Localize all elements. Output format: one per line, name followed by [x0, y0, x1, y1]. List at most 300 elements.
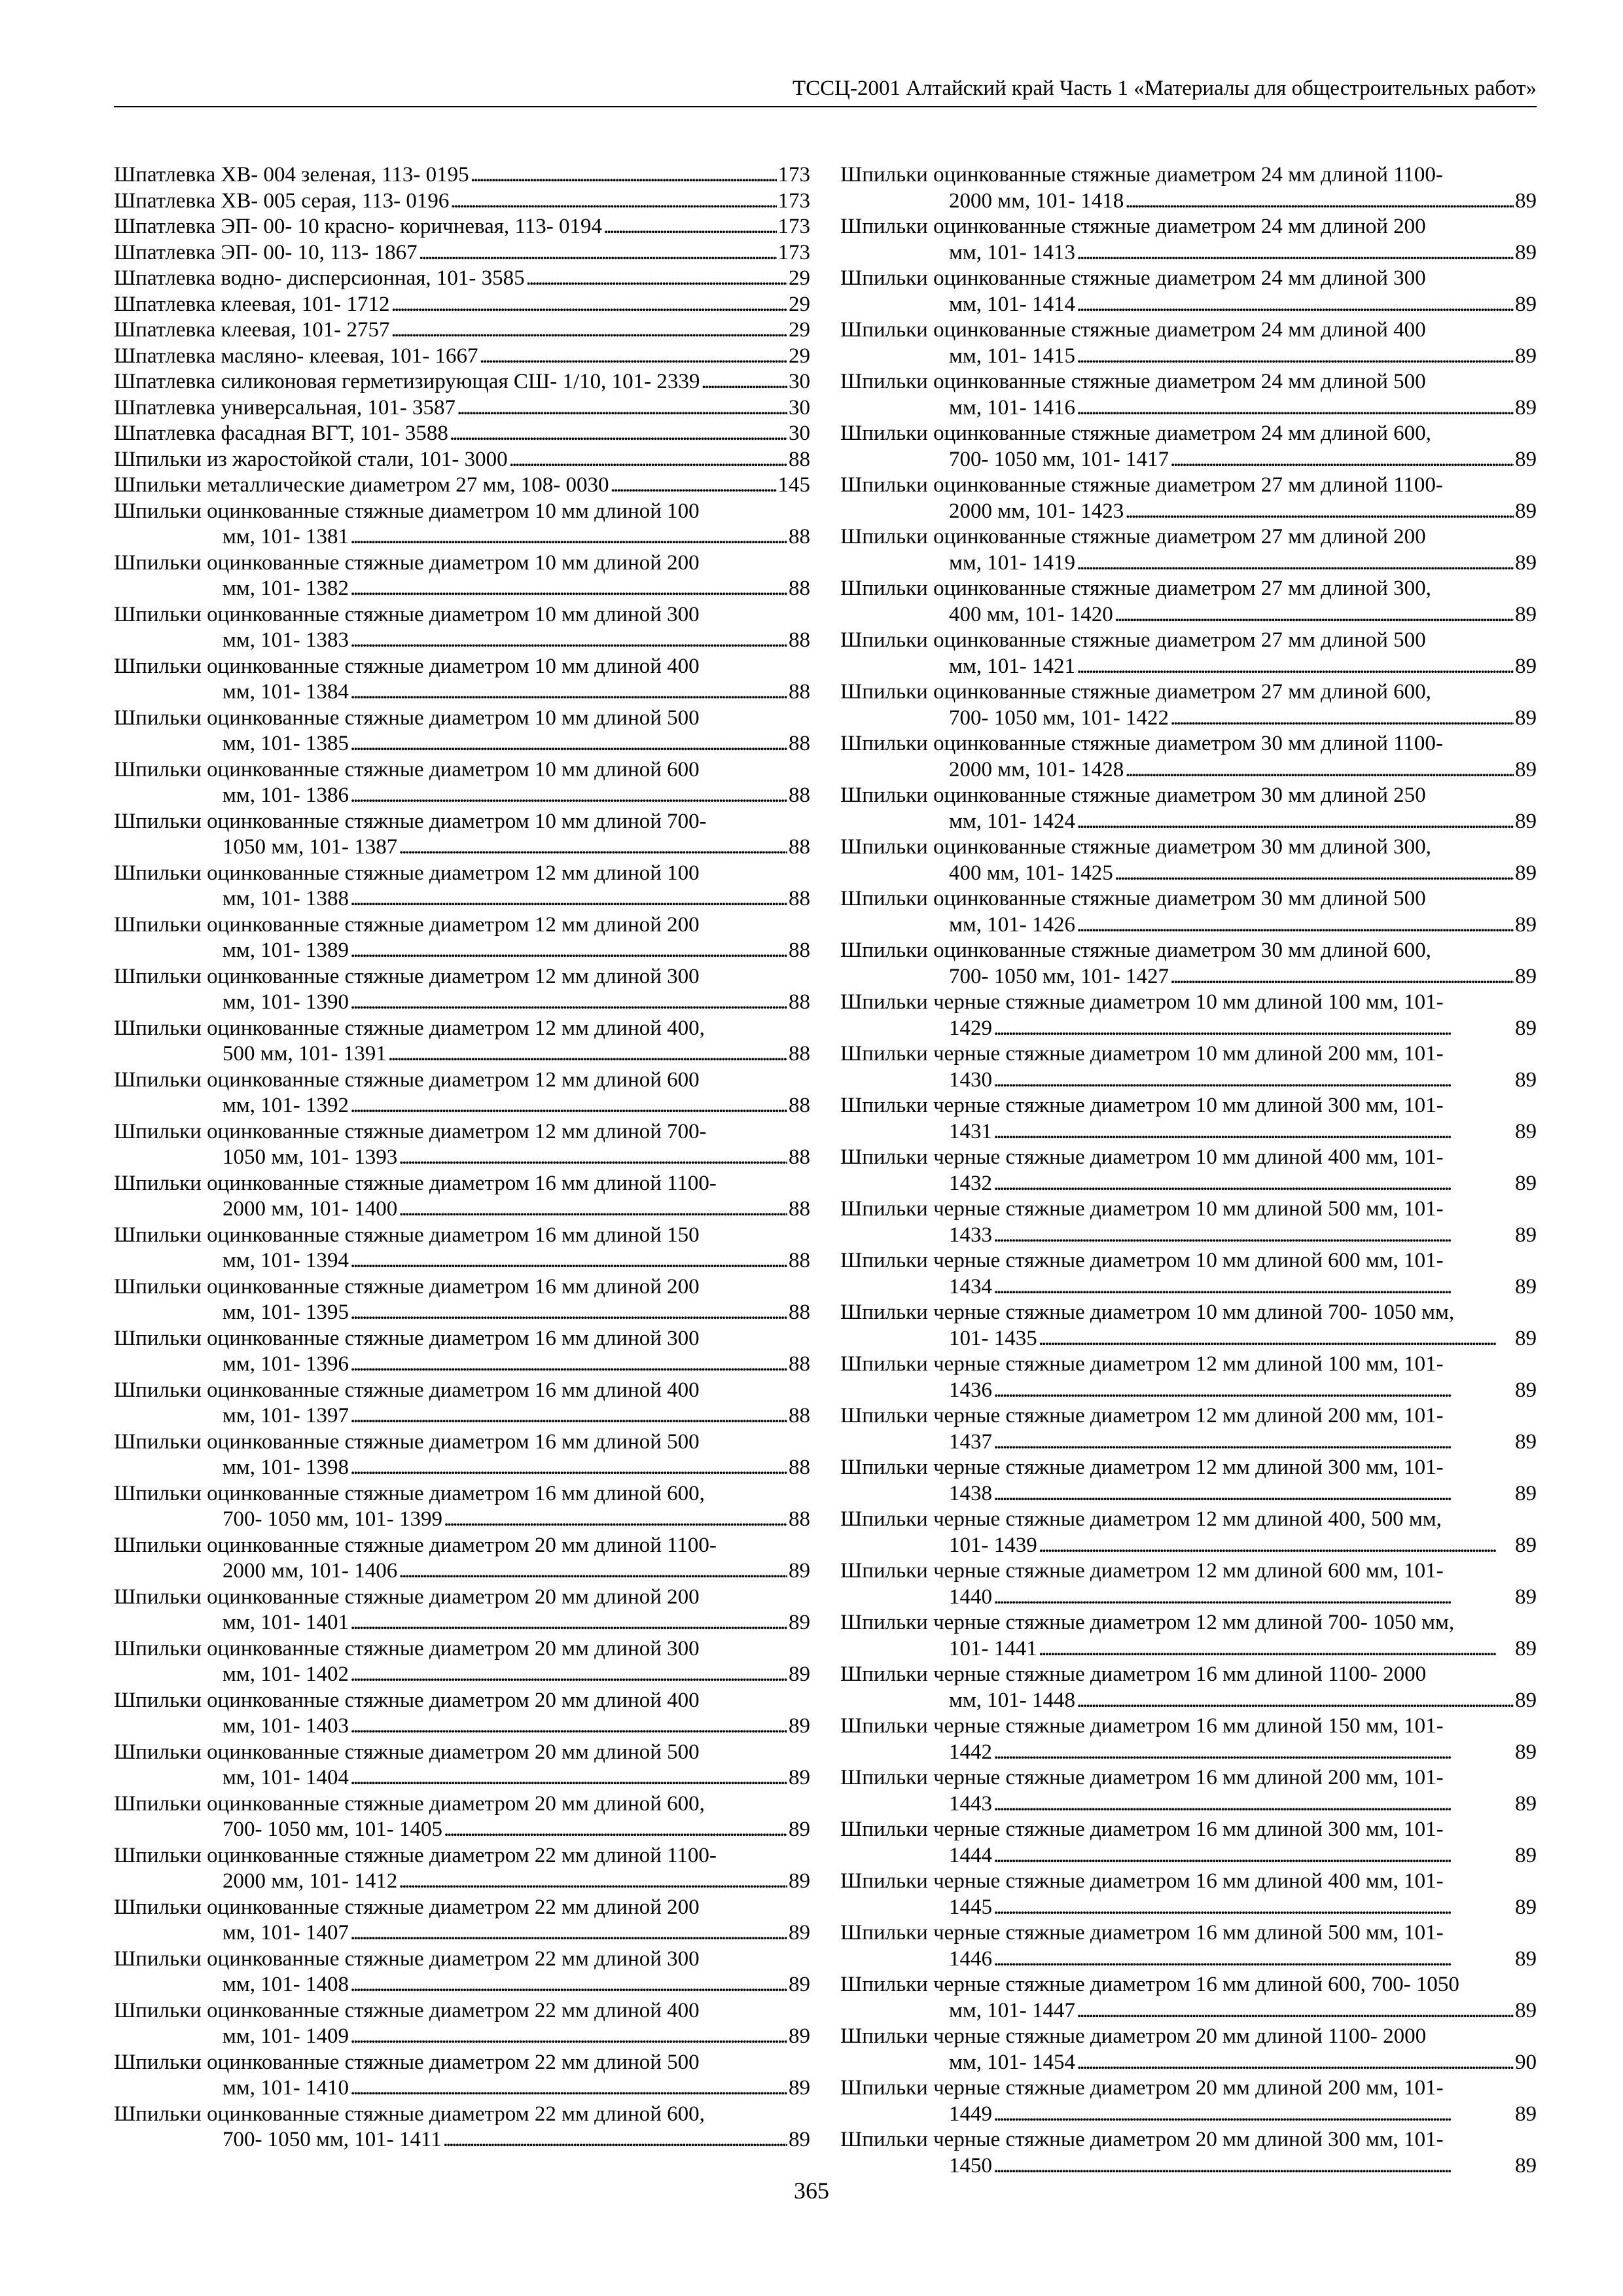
entry-page-number: 88	[789, 990, 810, 1014]
index-entry	[114, 421, 810, 447]
index-entry	[840, 1817, 1537, 1869]
entry-text-continuation: 1444	[949, 1843, 992, 1867]
index-entry	[840, 1765, 1537, 1817]
entry-page-number: 145	[777, 473, 810, 497]
entry-text-continuation: мм, 101- 1413	[949, 240, 1076, 264]
index-entry	[840, 2127, 1537, 2179]
entry-text-continuation: 2000 мм, 101- 1400	[223, 1197, 398, 1221]
dot-leader	[993, 2153, 1514, 2179]
dot-leader	[399, 1145, 787, 1171]
index-entry	[114, 2050, 810, 2102]
entry-page-number: 89	[1515, 240, 1537, 264]
entry-page-number: 88	[789, 447, 810, 471]
dot-leader	[1077, 1688, 1514, 1714]
entry-line	[840, 1429, 1537, 1456]
entry-text: Шпильки оцинкованные стяжные диаметром 12 мм длиной 700-	[114, 1119, 707, 1143]
index-entry	[114, 757, 810, 809]
entry-page-number: 88	[789, 1404, 810, 1427]
index-entry	[840, 162, 1537, 214]
entry-page-number: 90	[1515, 2050, 1537, 2074]
entry-text-continuation: мм, 101- 1407	[223, 1921, 349, 1945]
entry-page-number: 173	[777, 163, 810, 187]
index-entry	[114, 447, 810, 473]
entry-text-continuation: Шпатлевка ЭП- 00- 10 красно- коричневая, 113- 0194	[114, 215, 602, 238]
entry-page-number: 88	[789, 525, 810, 548]
dot-leader	[350, 783, 787, 809]
index-entry	[114, 473, 810, 499]
dot-leader	[479, 344, 787, 370]
index-entry	[840, 1403, 1537, 1455]
entry-line	[114, 886, 810, 912]
entry-text-continuation: Шпатлевка силиконовая герметизирующая СШ- 1/10, 101- 2339	[114, 370, 700, 393]
index-entry	[114, 1016, 810, 1067]
dot-leader	[993, 1223, 1514, 1249]
entry-line	[114, 938, 810, 964]
entry-page-number: 89	[1515, 1585, 1537, 1609]
dot-leader	[350, 1300, 787, 1326]
entry-line	[114, 292, 810, 318]
entry-line	[840, 1533, 1537, 1559]
entry-text: Шпильки оцинкованные стяжные диаметром 24 мм длиной 200	[840, 215, 1426, 238]
entry-line	[114, 1507, 810, 1533]
entry-text: Шпильки оцинкованные стяжные диаметром 16 мм длиной 500	[114, 1429, 700, 1454]
dot-leader	[993, 1843, 1514, 1869]
index-entry	[840, 628, 1537, 679]
entry-line	[114, 679, 810, 706]
entry-line	[114, 576, 810, 602]
entry-text: Шпильки черные стяжные диаметром 12 мм длиной 100 мм, 101-	[840, 1352, 1444, 1376]
index-entry	[114, 809, 810, 861]
dot-leader	[350, 1920, 787, 1946]
entry-page-number: 89	[1515, 1067, 1537, 1092]
entry-text: Шпильки черные стяжные диаметром 10 мм длиной 600 мм, 101-	[840, 1249, 1444, 1272]
entry-page-number: 89	[1515, 1429, 1537, 1454]
index-entry	[114, 1946, 810, 1998]
entry-line	[114, 162, 810, 188]
entry-text-continuation: Шпатлевка водно- дисперсионная, 101- 3585	[114, 266, 525, 290]
dot-leader	[993, 1067, 1514, 1094]
entry-page-number: 89	[1515, 1481, 1537, 1505]
entry-text-continuation: мм, 101- 1383	[223, 628, 349, 652]
dot-leader	[1039, 1533, 1514, 1559]
entry-text-continuation: 101- 1441	[949, 1636, 1037, 1660]
index-entry	[114, 654, 810, 706]
dot-leader	[350, 990, 787, 1016]
entry-page-number: 89	[1515, 344, 1537, 368]
entry-page-number: 89	[1515, 809, 1537, 833]
dot-leader	[1115, 861, 1514, 887]
entry-text-continuation: мм, 101- 1388	[223, 887, 349, 910]
entry-text: Шпильки оцинкованные стяжные диаметром 16 мм длиной 1100-	[114, 1171, 717, 1195]
entry-line	[114, 2024, 810, 2050]
index-entry	[840, 679, 1537, 731]
entry-line	[114, 2075, 810, 2102]
entry-line	[840, 2153, 1537, 2179]
entry-page-number: 89	[1515, 1843, 1537, 1867]
dot-leader	[350, 731, 787, 757]
entry-text: Шпильки оцинкованные стяжные диаметром 30 мм длиной 500	[840, 887, 1426, 910]
entry-text: Шпильки черные стяжные диаметром 16 мм длиной 400 мм, 101-	[840, 1869, 1444, 1893]
entry-text-continuation: мм, 101- 1410	[223, 2076, 349, 2100]
dot-leader	[350, 1610, 787, 1636]
entry-text-continuation: 700- 1050 мм, 101- 1422	[949, 706, 1169, 730]
dot-leader	[350, 2075, 787, 2102]
entry-line	[114, 447, 810, 473]
index-entry	[114, 266, 810, 292]
entry-page-number: 89	[1515, 1533, 1537, 1557]
entry-line	[114, 1558, 810, 1585]
entry-page-number: 89	[1515, 602, 1537, 626]
entry-line	[840, 706, 1537, 732]
index-entry	[114, 1740, 810, 1791]
index-entry	[114, 344, 810, 370]
index-entry	[840, 1507, 1537, 1558]
entry-line	[840, 292, 1537, 318]
entry-text-continuation: 1436	[949, 1378, 992, 1402]
dot-leader	[444, 1817, 787, 1843]
entry-line	[114, 731, 810, 757]
entry-line	[840, 240, 1537, 266]
entry-page-number: 89	[1515, 188, 1537, 213]
entry-text: Шпильки оцинкованные стяжные диаметром 22 мм длиной 500	[114, 2050, 700, 2074]
entry-text: Шпильки оцинкованные стяжные диаметром 20 мм длиной 400	[114, 1688, 700, 1712]
entry-text: Шпильки черные стяжные диаметром 10 мм длиной 400 мм, 101-	[840, 1145, 1444, 1169]
entry-line	[840, 1998, 1537, 2024]
entry-line	[840, 1585, 1537, 1611]
entry-text-continuation: мм, 101- 1397	[223, 1404, 349, 1427]
entry-line	[114, 1972, 810, 1998]
entry-line	[114, 1041, 810, 1067]
entry-page-number: 173	[777, 215, 810, 238]
dot-leader	[1077, 240, 1514, 266]
dot-leader	[450, 421, 787, 447]
dot-leader	[350, 524, 787, 550]
index-entry	[114, 1223, 810, 1274]
entry-text-continuation: Шпильки металлические диаметром 27 мм, 108- 0030	[114, 473, 609, 497]
entry-page-number: 89	[789, 1869, 810, 1893]
dot-leader	[993, 1016, 1514, 1042]
entry-text-continuation: 700- 1050 мм, 101- 1427	[949, 964, 1169, 988]
dot-leader	[399, 1869, 787, 1895]
entry-text-continuation: мм, 101- 1403	[223, 1714, 349, 1738]
page-header	[114, 73, 1537, 107]
entry-text: Шпильки черные стяжные диаметром 16 мм длиной 1100- 2000	[840, 1662, 1427, 1686]
entry-line	[840, 1791, 1537, 1818]
entry-text-continuation: 1450	[949, 2153, 992, 2178]
index-entry	[114, 2102, 810, 2153]
entry-text: Шпильки оцинкованные стяжные диаметром 27 мм длиной 1100-	[840, 473, 1443, 497]
entry-page-number: 88	[789, 1507, 810, 1531]
entry-text: Шпильки черные стяжные диаметром 10 мм длиной 200 мм, 101-	[840, 1042, 1444, 1066]
entry-page-number: 89	[1515, 1171, 1537, 1195]
entry-text: Шпильки черные стяжные диаметром 16 мм длиной 200 мм, 101-	[840, 1766, 1444, 1789]
dot-leader	[350, 576, 787, 602]
entry-page-number: 89	[1515, 2102, 1537, 2126]
dot-leader	[993, 1791, 1514, 1818]
entry-line	[840, 2102, 1537, 2128]
header-title: ТССЦ-2001 Алтайский край Часть 1 «Материалы для общестроительных работ»	[792, 77, 1537, 100]
index-entry	[114, 1171, 810, 1223]
entry-line	[840, 1688, 1537, 1714]
entry-text: Шпильки оцинкованные стяжные диаметром 12 мм длиной 600	[114, 1067, 700, 1092]
entry-page-number: 88	[789, 1197, 810, 1221]
entry-line	[114, 1248, 810, 1274]
index-entry	[114, 912, 810, 964]
dot-leader	[993, 1119, 1514, 1145]
entry-page-number: 88	[789, 887, 810, 910]
entry-line	[840, 1946, 1537, 1973]
entry-line	[840, 1481, 1537, 1507]
entry-text: Шпильки оцинкованные стяжные диаметром 10 мм длиной 300	[114, 602, 700, 626]
index-entry	[840, 2024, 1537, 2075]
entry-page-number: 89	[1515, 1274, 1537, 1299]
index-entry	[840, 576, 1537, 628]
entry-line	[114, 1817, 810, 1843]
entry-line	[840, 447, 1537, 473]
entry-text: Шпильки оцинкованные стяжные диаметром 10 мм длиной 100	[114, 499, 700, 523]
entry-line	[114, 214, 810, 240]
dot-leader	[391, 317, 787, 344]
entry-line	[114, 1352, 810, 1378]
index-entry	[114, 395, 810, 422]
entry-line	[840, 1016, 1537, 1042]
entry-page-number: 88	[789, 1145, 810, 1169]
entry-text: Шпильки оцинкованные стяжные диаметром 24 мм длиной 400	[840, 318, 1426, 342]
entry-text: Шпильки оцинкованные стяжные диаметром 16 мм длиной 600,	[114, 1481, 705, 1505]
entry-line	[114, 1920, 810, 1946]
dot-leader	[993, 1585, 1514, 1611]
entry-text-continuation: мм, 101- 1416	[949, 395, 1076, 420]
entry-text: Шпильки оцинкованные стяжные диаметром 16 мм длиной 150	[114, 1223, 700, 1247]
entry-text: Шпильки оцинкованные стяжные диаметром 30 мм длиной 300,	[840, 835, 1431, 859]
entry-line	[840, 912, 1537, 939]
entry-page-number: 30	[789, 395, 810, 420]
index-entry	[840, 2075, 1537, 2127]
entry-page-number: 89	[1515, 1791, 1537, 1816]
entry-page-number: 89	[1515, 1688, 1537, 1712]
entry-text-continuation: мм, 101- 1381	[223, 525, 349, 548]
entry-line	[840, 499, 1537, 525]
dot-leader	[350, 938, 787, 964]
entry-page-number: 30	[789, 422, 810, 445]
entry-line	[114, 990, 810, 1016]
entry-line	[840, 1274, 1537, 1300]
index-entry	[840, 1455, 1537, 1507]
entry-page-number: 89	[1515, 912, 1537, 937]
entry-text-continuation: 700- 1050 мм, 101- 1417	[949, 447, 1169, 471]
entry-line	[114, 421, 810, 447]
entry-text-continuation: Шпатлевка ХВ- 005 серая, 113- 0196	[114, 188, 450, 213]
index-entry	[114, 214, 810, 240]
entry-text: Шпильки оцинкованные стяжные диаметром 27 мм длиной 500	[840, 628, 1426, 652]
entry-text-continuation: Шпатлевка масляно- клеевая, 101- 1667	[114, 344, 478, 368]
entry-page-number: 89	[789, 1818, 810, 1841]
entry-text-continuation: мм, 101- 1419	[949, 550, 1076, 575]
entry-text-continuation: Шпатлевка клеевая, 101- 2757	[114, 318, 390, 342]
entry-text-continuation: мм, 101- 1398	[223, 1456, 349, 1479]
index-entry	[840, 1920, 1537, 1972]
entry-text-continuation: Шпатлевка клеевая, 101- 1712	[114, 292, 390, 316]
entry-text: Шпильки оцинкованные стяжные диаметром 30 мм длиной 600,	[840, 939, 1431, 962]
index-entry	[114, 550, 810, 602]
entry-page-number: 89	[1515, 1998, 1537, 2022]
entry-text-continuation: 101- 1435	[949, 1326, 1037, 1350]
dot-leader	[1039, 1636, 1514, 1662]
entry-text: Шпильки оцинкованные стяжные диаметром 10 мм длиной 500	[114, 706, 700, 730]
entry-text: Шпильки оцинкованные стяжные диаметром 24 мм длиной 300	[840, 266, 1426, 290]
dot-leader	[993, 1895, 1514, 1921]
entry-text: Шпильки оцинкованные стяжные диаметром 22 мм длиной 300	[114, 1946, 700, 1971]
dot-leader	[1125, 188, 1514, 215]
entry-text-continuation: 1449	[949, 2102, 992, 2126]
dot-leader	[350, 886, 787, 912]
dot-leader	[350, 1093, 787, 1119]
dot-leader	[1115, 602, 1514, 628]
entry-line	[840, 1895, 1537, 1921]
dot-leader	[350, 1662, 787, 1688]
entry-line	[840, 1378, 1537, 1404]
entry-text: Шпильки оцинкованные стяжные диаметром 16 мм длиной 300	[114, 1326, 700, 1350]
entry-text-continuation: мм, 101- 1424	[949, 809, 1076, 833]
entry-line	[114, 524, 810, 550]
entry-page-number: 89	[1515, 1740, 1537, 1764]
dot-leader	[350, 1455, 787, 1481]
entry-line	[840, 188, 1537, 215]
entry-text: Шпильки оцинкованные стяжные диаметром 27 мм длиной 300,	[840, 577, 1431, 600]
dot-leader	[399, 834, 787, 861]
dot-leader	[1077, 344, 1514, 370]
entry-text: Шпильки оцинкованные стяжные диаметром 16 мм длиной 400	[114, 1378, 700, 1402]
entry-text: Шпильки оцинкованные стяжные диаметром 20 мм длиной 1100-	[114, 1533, 717, 1557]
entry-text: Шпильки черные стяжные диаметром 12 мм длиной 600 мм, 101-	[840, 1559, 1444, 1583]
index-entry	[840, 1248, 1537, 1300]
index-entry	[114, 1791, 810, 1843]
entry-text: Шпильки оцинкованные стяжные диаметром 10 мм длиной 400	[114, 654, 700, 678]
index-entry	[114, 240, 810, 266]
entry-page-number: 30	[789, 370, 810, 393]
dot-leader	[350, 628, 787, 654]
entry-page-number: 89	[1515, 1223, 1537, 1247]
index-entry	[840, 214, 1537, 266]
index-entry	[840, 1093, 1537, 1145]
index-entry	[114, 317, 810, 344]
entry-page-number: 88	[789, 732, 810, 755]
entry-text-continuation: мм, 101- 1415	[949, 344, 1076, 368]
index-entry	[114, 188, 810, 215]
dot-leader	[471, 162, 777, 188]
dot-leader	[350, 1765, 787, 1791]
entry-page-number: 89	[1515, 706, 1537, 730]
entry-text: Шпильки оцинкованные стяжные диаметром 10 мм длиной 700-	[114, 809, 707, 833]
dot-leader	[350, 1352, 787, 1378]
entry-text-continuation: мм, 101- 1454	[949, 2050, 1076, 2074]
entry-text-continuation: мм, 101- 1389	[223, 939, 349, 962]
entry-text: Шпильки черные стяжные диаметром 20 мм длиной 1100- 2000	[840, 2024, 1427, 2048]
entry-text-continuation: 400 мм, 101- 1425	[949, 861, 1113, 885]
entry-text-continuation: мм, 101- 1426	[949, 912, 1076, 937]
entry-text-continuation: мм, 101- 1385	[223, 732, 349, 755]
entry-text-continuation: 101- 1439	[949, 1533, 1037, 1557]
entry-page-number: 89	[789, 1662, 810, 1686]
entry-text: Шпильки черные стяжные диаметром 12 мм длиной 400, 500 мм,	[840, 1507, 1442, 1531]
entry-text: Шпильки оцинкованные стяжные диаметром 20 мм длиной 300	[114, 1636, 700, 1660]
index-entry	[114, 1688, 810, 1740]
dot-leader	[1170, 447, 1514, 473]
entry-text-continuation: мм, 101- 1409	[223, 2024, 349, 2048]
entry-line	[114, 266, 810, 292]
entry-page-number: 88	[789, 1249, 810, 1272]
entry-text-continuation: 2000 мм, 101- 1406	[223, 1559, 398, 1583]
entry-line	[114, 1765, 810, 1791]
entry-text: Шпильки черные стяжные диаметром 10 мм длиной 300 мм, 101-	[840, 1094, 1444, 1117]
entry-page-number: 89	[1515, 499, 1537, 523]
index-entry	[840, 524, 1537, 576]
entry-page-number: 89	[1515, 292, 1537, 316]
dot-leader	[350, 1713, 787, 1740]
index-entry	[840, 1713, 1537, 1765]
entry-line	[114, 1196, 810, 1223]
entry-text: Шпильки оцинкованные стяжные диаметром 22 мм длиной 600,	[114, 2102, 705, 2126]
index-entry	[840, 990, 1537, 1041]
entry-line	[114, 240, 810, 266]
dot-leader	[443, 2127, 787, 2153]
dot-leader	[1125, 499, 1514, 525]
entry-text-continuation: мм, 101- 1395	[223, 1300, 349, 1324]
entry-text-continuation: Шпатлевка универсальная, 101- 3587	[114, 395, 456, 420]
entry-page-number: 88	[789, 939, 810, 962]
entry-text-continuation: мм, 101- 1390	[223, 990, 349, 1014]
entry-page-number: 89	[1515, 2153, 1537, 2178]
entry-text-continuation: 1442	[949, 1740, 992, 1764]
entry-text-continuation: мм, 101- 1421	[949, 654, 1076, 678]
entry-text-continuation: 1050 мм, 101- 1387	[223, 835, 398, 859]
index-entry	[840, 369, 1537, 421]
entry-text: Шпильки оцинкованные стяжные диаметром 12 мм длиной 400,	[114, 1016, 705, 1040]
entry-text-continuation: мм, 101- 1392	[223, 1094, 349, 1117]
dot-leader	[1077, 912, 1514, 939]
index-entry	[114, 964, 810, 1016]
entry-text-continuation: мм, 101- 1408	[223, 1973, 349, 1996]
entry-page-number: 29	[789, 318, 810, 342]
entry-text-continuation: мм, 101- 1384	[223, 680, 349, 704]
entry-text-continuation: мм, 101- 1382	[223, 577, 349, 600]
dot-leader	[350, 1972, 787, 1998]
entry-line	[114, 1300, 810, 1326]
dot-leader	[993, 1274, 1514, 1300]
entry-text: Шпильки оцинкованные стяжные диаметром 20 мм длиной 500	[114, 1740, 700, 1764]
entry-line	[114, 1869, 810, 1895]
entry-text-continuation: 500 мм, 101- 1391	[223, 1042, 387, 1066]
entry-page-number: 89	[1515, 1636, 1537, 1660]
index-entry	[114, 861, 810, 912]
entry-line	[840, 1119, 1537, 1145]
index-entry	[840, 1145, 1537, 1196]
dot-leader	[1170, 964, 1514, 990]
index-column-left	[114, 162, 810, 2153]
dot-leader	[457, 395, 787, 422]
index-entry	[114, 1274, 810, 1326]
entry-line	[840, 1740, 1537, 1766]
dot-leader	[993, 1481, 1514, 1507]
entry-page-number: 88	[789, 1042, 810, 1066]
index-entry	[114, 1895, 810, 1946]
index-entry	[114, 1533, 810, 1585]
dot-leader	[610, 473, 776, 499]
dot-leader	[993, 2102, 1514, 2128]
dot-leader	[701, 369, 787, 395]
entry-page-number: 89	[1515, 550, 1537, 575]
dot-leader	[419, 240, 777, 266]
